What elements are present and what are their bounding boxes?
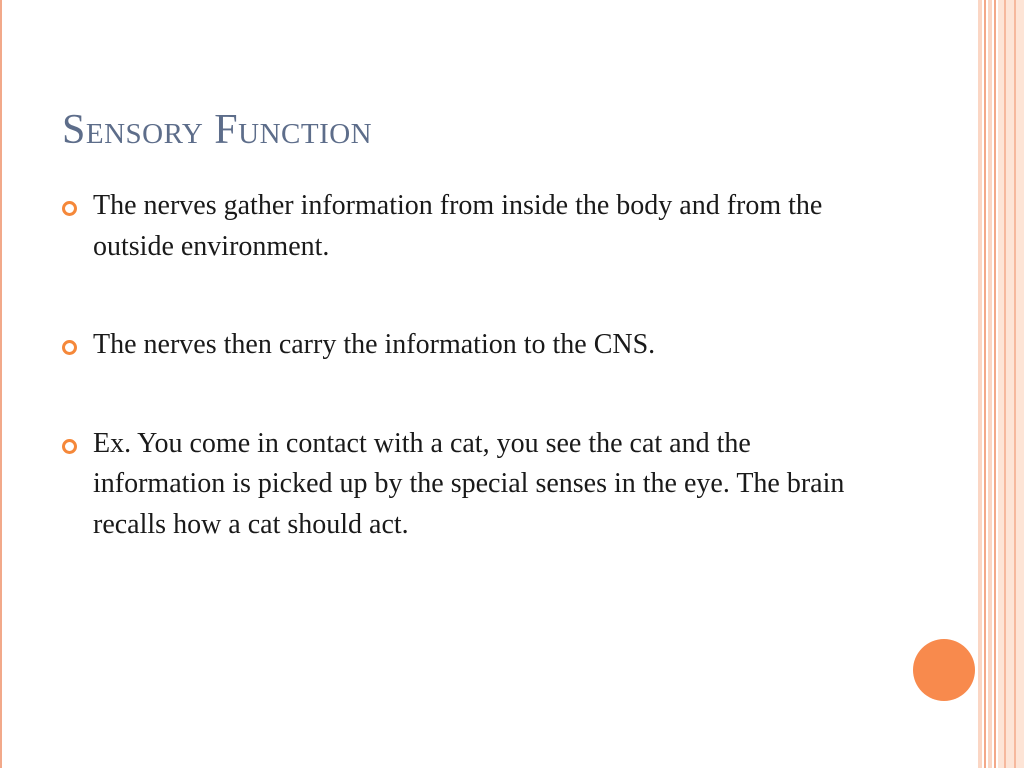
bullet-circle-icon: [62, 439, 77, 454]
right-stripe: [994, 0, 996, 768]
right-stripe: [1004, 0, 1006, 768]
decorative-orange-circle: [913, 639, 975, 701]
bullet-item: [62, 424, 882, 546]
right-stripe: [998, 0, 1024, 768]
right-stripe: [1014, 0, 1016, 768]
right-stripe: [978, 0, 982, 768]
slide-title: Sensory Function: [62, 107, 373, 153]
right-stripe: [988, 0, 992, 768]
bullet-text: The nerves then carry the information to the CNS.: [93, 329, 656, 360]
bullet-circle-icon: [62, 201, 77, 216]
bullet-item: [62, 186, 882, 267]
right-stripe: [984, 0, 986, 768]
bullet-circle-icon: [62, 340, 77, 355]
bullet-item: [62, 325, 882, 366]
bullet-list: [62, 186, 882, 603]
bullet-text: The nerves gather information from inside the body and from the outside environment.: [93, 190, 823, 262]
left-border-line: [0, 0, 2, 768]
bullet-text: Ex. You come in contact with a cat, you see the cat and the information is picked up by the special senses in the eye. The brain recalls how a cat should act.: [93, 427, 845, 540]
